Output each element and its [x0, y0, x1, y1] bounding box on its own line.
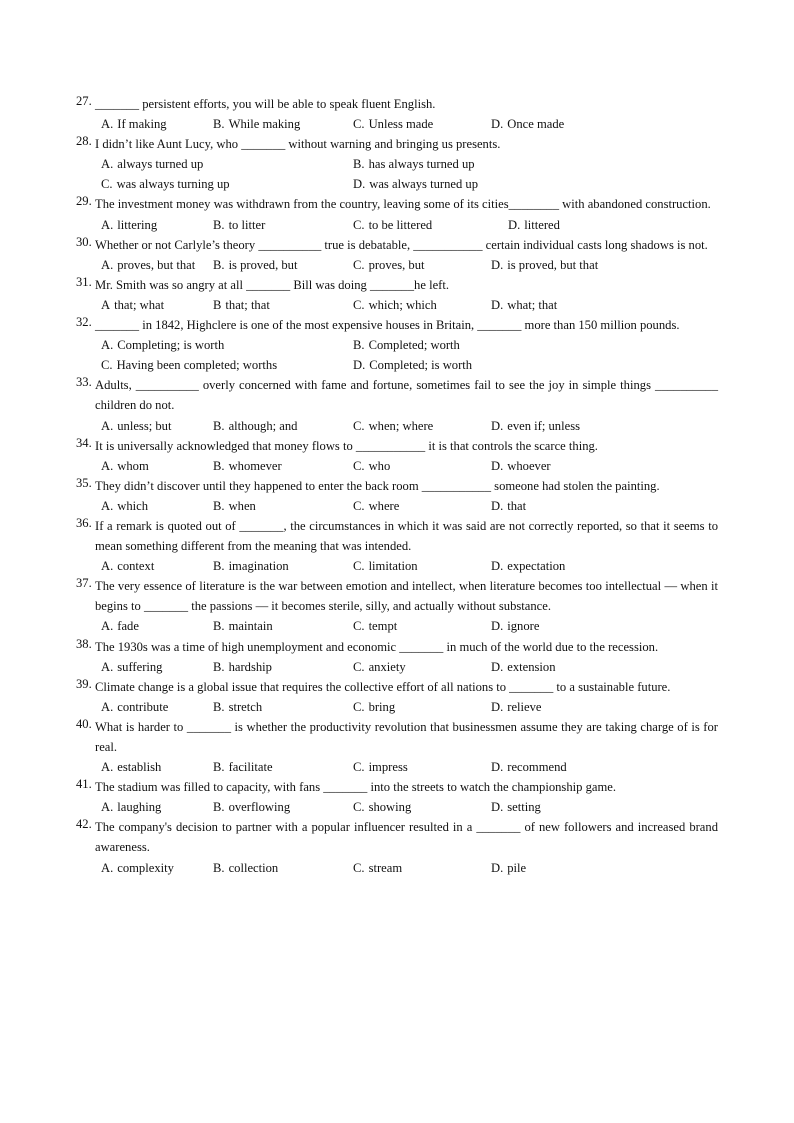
option-text: that; that [225, 297, 270, 312]
answer-option [101, 797, 161, 817]
answer-option [491, 556, 565, 576]
question-number: 29. [76, 194, 92, 209]
answer-option [353, 858, 402, 878]
option-letter: C. [353, 559, 365, 574]
answer-option [353, 215, 432, 235]
answer-option [101, 355, 277, 375]
question-stem: Adults, __________ overly concerned with fame and fortune, sometimes fail to see the joy in simple things __________ children do not. [95, 378, 718, 413]
option-letter: D. [491, 619, 504, 634]
option-text: hardship [228, 659, 272, 674]
options-row [95, 556, 718, 576]
option-text: which [117, 498, 149, 513]
question-40 [0, 717, 794, 777]
option-letter: A. [101, 860, 114, 875]
option-text: Having been completed; worths [116, 358, 278, 373]
options-row [95, 335, 718, 355]
question-stem: The very essence of literature is the war between emotion and intellect, when literature becomes too intellectual — when it begins to _______ the passions — it becomes sterile, silly, and actually without substance. [95, 579, 718, 614]
question-stem: The 1930s was a time of high unemployment and economic _______ in much of the world due to the recession. [95, 639, 659, 654]
option-text: relieve [507, 699, 542, 714]
answer-option [101, 456, 149, 476]
option-letter: A. [101, 659, 114, 674]
answer-option [101, 556, 154, 576]
option-text: recommend [507, 760, 567, 775]
question-stem: The company's decision to partner with a popular influencer resulted in a _______ of new followers and increased brand awareness. [95, 820, 718, 855]
options-row [95, 496, 718, 516]
answer-option [101, 295, 164, 315]
option-letter: C. [353, 418, 365, 433]
option-letter: D. [491, 659, 504, 674]
option-text: proves, but [368, 257, 425, 272]
option-letter: B. [353, 157, 365, 172]
option-text: contribute [117, 699, 169, 714]
question-number: 36. [76, 515, 92, 530]
question-41 [0, 777, 794, 817]
option-text: ignore [507, 619, 540, 634]
option-text: littered [524, 217, 560, 232]
option-letter: B. [213, 418, 225, 433]
question-sheet [0, 94, 794, 878]
answer-option [213, 616, 273, 636]
answer-option [101, 757, 161, 777]
answer-option [213, 556, 289, 576]
option-text: has always turned up [368, 157, 475, 172]
answer-option [491, 757, 567, 777]
answer-option [213, 215, 265, 235]
answer-option [353, 496, 399, 516]
answer-option [353, 114, 433, 134]
question-27 [0, 94, 794, 134]
option-text: even if; unless [507, 418, 580, 433]
option-letter: D. [491, 699, 504, 714]
option-text: is proved, but [228, 257, 298, 272]
question-number: 40. [76, 716, 92, 731]
option-letter: B. [213, 117, 225, 132]
options-row [95, 174, 718, 194]
option-text: expectation [507, 559, 566, 574]
question-36 [0, 516, 794, 576]
option-letter: A [101, 297, 111, 312]
question-stem: If a remark is quoted out of _______, the circumstances in which it was said are not correctly reported, so that it seems to mean something different from the meaning that was intended. [95, 518, 718, 554]
question-37 [0, 576, 794, 636]
option-letter: C. [101, 358, 113, 373]
question-31 [0, 275, 794, 315]
answer-option [213, 114, 300, 134]
question-33 [0, 375, 794, 435]
option-text: tempt [368, 619, 398, 634]
answer-option [353, 797, 411, 817]
option-text: when [228, 498, 256, 513]
option-letter: D. [508, 217, 521, 232]
answer-option [101, 255, 195, 275]
option-text: stretch [228, 699, 263, 714]
option-letter: C. [101, 177, 113, 192]
options-row [95, 697, 718, 717]
options-row [95, 657, 718, 677]
option-text: showing [368, 800, 412, 815]
option-letter: C. [353, 760, 365, 775]
question-28 [0, 134, 794, 194]
question-stem: It is universally acknowledged that money flows to ___________ it is that controls the scarce thing. [95, 438, 598, 453]
answer-option [213, 657, 272, 677]
option-letter: A. [101, 800, 114, 815]
options-row [95, 757, 718, 777]
answer-option [491, 456, 551, 476]
option-text: limitation [368, 559, 418, 574]
question-38 [0, 637, 794, 677]
option-letter: A. [101, 157, 114, 172]
option-letter: D. [491, 257, 504, 272]
answer-option [213, 456, 282, 476]
option-letter: B. [213, 257, 225, 272]
option-letter: B. [213, 760, 225, 775]
answer-option [213, 697, 262, 717]
question-42 [0, 817, 794, 877]
answer-option [353, 416, 433, 436]
option-text: whom [117, 458, 149, 473]
options-row [95, 797, 718, 817]
option-letter: D. [491, 760, 504, 775]
option-letter: C. [353, 498, 365, 513]
option-text: proves, but that [117, 257, 196, 272]
option-letter: A. [101, 498, 114, 513]
question-number: 33. [76, 375, 92, 390]
option-text: maintain [228, 619, 273, 634]
answer-option [101, 496, 148, 516]
question-stem: _______ persistent efforts, you will be able to speak fluent English. [95, 97, 436, 111]
option-letter: B. [213, 559, 225, 574]
question-number: 42. [76, 817, 92, 832]
answer-option [353, 335, 460, 355]
answer-option [353, 255, 425, 275]
answer-option [213, 295, 270, 315]
option-letter: B. [213, 498, 225, 513]
answer-option [101, 858, 174, 878]
options-row [95, 616, 718, 636]
option-letter: C. [353, 117, 365, 132]
option-letter: C. [353, 800, 365, 815]
answer-option [353, 657, 406, 677]
option-text: setting [507, 800, 541, 815]
options-row [95, 858, 718, 878]
question-number: 35. [76, 475, 92, 490]
option-text: anxiety [368, 659, 406, 674]
option-text: which; which [368, 297, 437, 312]
option-letter: B. [213, 699, 225, 714]
answer-option [101, 154, 203, 174]
option-letter: D. [491, 418, 504, 433]
option-letter: C. [353, 619, 365, 634]
question-stem: The stadium was filled to capacity, with fans _______ into the streets to watch the championship game. [95, 780, 616, 795]
answer-option [213, 797, 290, 817]
answer-option [491, 496, 526, 516]
answer-option [353, 295, 437, 315]
answer-option [101, 416, 171, 436]
question-30 [0, 235, 794, 275]
option-letter: C. [353, 217, 365, 232]
options-row [95, 355, 718, 375]
answer-option [491, 858, 526, 878]
answer-option [101, 657, 162, 677]
option-letter: A. [101, 699, 114, 714]
option-letter: C. [353, 257, 365, 272]
answer-option [491, 416, 580, 436]
option-letter: C. [353, 699, 365, 714]
answer-option [353, 697, 395, 717]
option-letter: A. [101, 117, 114, 132]
option-letter: D. [491, 800, 504, 815]
option-text: when; where [368, 418, 434, 433]
question-number: 32. [76, 315, 92, 330]
option-text: where [368, 498, 400, 513]
option-letter: A. [101, 760, 114, 775]
option-letter: B. [353, 338, 365, 353]
question-number: 30. [76, 234, 92, 249]
option-text: was always turning up [116, 177, 230, 192]
question-stem: Mr. Smith was so angry at all _______ Bill was doing _______he left. [95, 277, 449, 292]
option-text: was always turned up [369, 177, 479, 192]
option-letter: A. [101, 257, 114, 272]
answer-option [353, 355, 472, 375]
question-number: 39. [76, 676, 92, 691]
option-text: overflowing [228, 800, 291, 815]
option-text: Completing; is worth [117, 338, 225, 353]
option-text: although; and [228, 418, 298, 433]
option-text: is proved, but that [507, 257, 599, 272]
answer-option [491, 114, 564, 134]
answer-option [101, 616, 139, 636]
question-35 [0, 476, 794, 516]
answer-option [101, 114, 167, 134]
option-text: stream [368, 860, 403, 875]
question-number: 28. [76, 134, 92, 149]
option-text: extension [507, 659, 556, 674]
option-letter: C. [353, 458, 365, 473]
answer-option [353, 174, 478, 194]
option-text: Completed; worth [368, 338, 460, 353]
answer-option [491, 697, 542, 717]
option-letter: B. [213, 619, 225, 634]
option-text: whomever [228, 458, 282, 473]
answer-option [101, 174, 230, 194]
option-letter: C. [353, 860, 365, 875]
question-stem: They didn’t discover until they happened to enter the back room ___________ someone had stolen the painting. [95, 478, 660, 493]
answer-option [491, 616, 539, 636]
options-row [95, 456, 718, 476]
option-letter: D. [353, 177, 366, 192]
option-letter: D. [491, 498, 504, 513]
question-number: 37. [76, 576, 92, 591]
option-text: laughing [117, 800, 162, 815]
answer-option [491, 255, 598, 275]
question-stem: The investment money was withdrawn from the country, leaving some of its cities________ with abandoned construction. [95, 197, 711, 212]
answer-option [353, 456, 390, 476]
answer-option [353, 154, 475, 174]
option-text: impress [368, 760, 408, 775]
option-letter: D. [491, 117, 504, 132]
option-letter: B. [213, 458, 225, 473]
option-text: whoever [507, 458, 551, 473]
question-number: 27. [76, 94, 92, 108]
option-text: always turned up [117, 157, 204, 172]
answer-option [213, 496, 256, 516]
option-letter: A. [101, 338, 114, 353]
question-number: 38. [76, 636, 92, 651]
option-letter: D. [491, 860, 504, 875]
options-row [95, 255, 718, 275]
answer-option [213, 757, 273, 777]
option-letter: D. [491, 458, 504, 473]
option-text: what; that [507, 297, 558, 312]
option-letter: B. [213, 659, 225, 674]
question-number: 34. [76, 435, 92, 450]
question-stem: Whether or not Carlyle’s theory __________ true is debatable, ___________ certain individual casts long shadows is not. [95, 237, 708, 252]
option-letter: A. [101, 559, 114, 574]
question-stem: Climate change is a global issue that requires the collective effort of all nations to _______ to a sustainable future. [95, 679, 671, 694]
option-letter: B. [213, 217, 225, 232]
option-letter: D. [491, 297, 504, 312]
question-number: 41. [76, 777, 92, 792]
question-number: 31. [76, 274, 92, 289]
answer-option [213, 416, 297, 436]
option-text: Once made [507, 117, 565, 132]
option-text: littering [117, 217, 158, 232]
option-text: complexity [117, 860, 174, 875]
option-text: to litter [228, 217, 266, 232]
option-text: collection [228, 860, 279, 875]
question-stem: _______ in 1842, Highclere is one of the most expensive houses in Britain, _______ more than 150 million pounds. [95, 318, 680, 333]
option-text: that [507, 498, 527, 513]
option-text: bring [368, 699, 396, 714]
answer-option [213, 858, 278, 878]
option-letter: C. [353, 659, 365, 674]
option-letter: D. [353, 358, 366, 373]
option-text: If making [117, 117, 167, 132]
option-letter: B. [213, 860, 225, 875]
question-29 [0, 194, 794, 234]
options-row [95, 295, 718, 315]
option-text: who [368, 458, 391, 473]
option-text: While making [228, 117, 301, 132]
question-34 [0, 436, 794, 476]
option-text: Unless made [368, 117, 434, 132]
option-letter: A. [101, 418, 114, 433]
option-text: to be littered [368, 217, 433, 232]
answer-option [353, 556, 418, 576]
option-text: context [117, 559, 155, 574]
answer-option [491, 295, 557, 315]
option-text: that; what [114, 297, 165, 312]
options-row [95, 215, 718, 235]
option-text: facilitate [228, 760, 273, 775]
options-row [95, 154, 718, 174]
option-letter: A. [101, 619, 114, 634]
option-letter: B. [213, 800, 225, 815]
answer-option [353, 757, 408, 777]
option-text: suffering [117, 659, 163, 674]
option-letter: C. [353, 297, 365, 312]
option-text: fade [117, 619, 139, 634]
answer-option [213, 255, 297, 275]
option-text: imagination [228, 559, 289, 574]
option-text: establish [117, 760, 162, 775]
option-text: unless; but [117, 418, 172, 433]
option-letter: D. [491, 559, 504, 574]
question-32 [0, 315, 794, 375]
answer-option [491, 797, 541, 817]
question-stem: I didn’t like Aunt Lucy, who _______ without warning and bringing us presents. [95, 137, 501, 152]
answer-option [508, 215, 560, 235]
answer-option [101, 697, 168, 717]
option-text: pile [507, 860, 527, 875]
option-letter: B [213, 297, 222, 312]
option-text: Completed; is worth [369, 358, 473, 373]
question-stem: What is harder to _______ is whether the productivity revolution that businessmen assume they are taking charge of is for real. [95, 719, 718, 754]
option-letter: A. [101, 217, 114, 232]
answer-option [101, 215, 157, 235]
answer-option [491, 657, 556, 677]
options-row [95, 416, 718, 436]
options-row [95, 114, 718, 134]
answer-option [101, 335, 224, 355]
answer-option [353, 616, 397, 636]
question-39 [0, 677, 794, 717]
option-letter: A. [101, 458, 114, 473]
